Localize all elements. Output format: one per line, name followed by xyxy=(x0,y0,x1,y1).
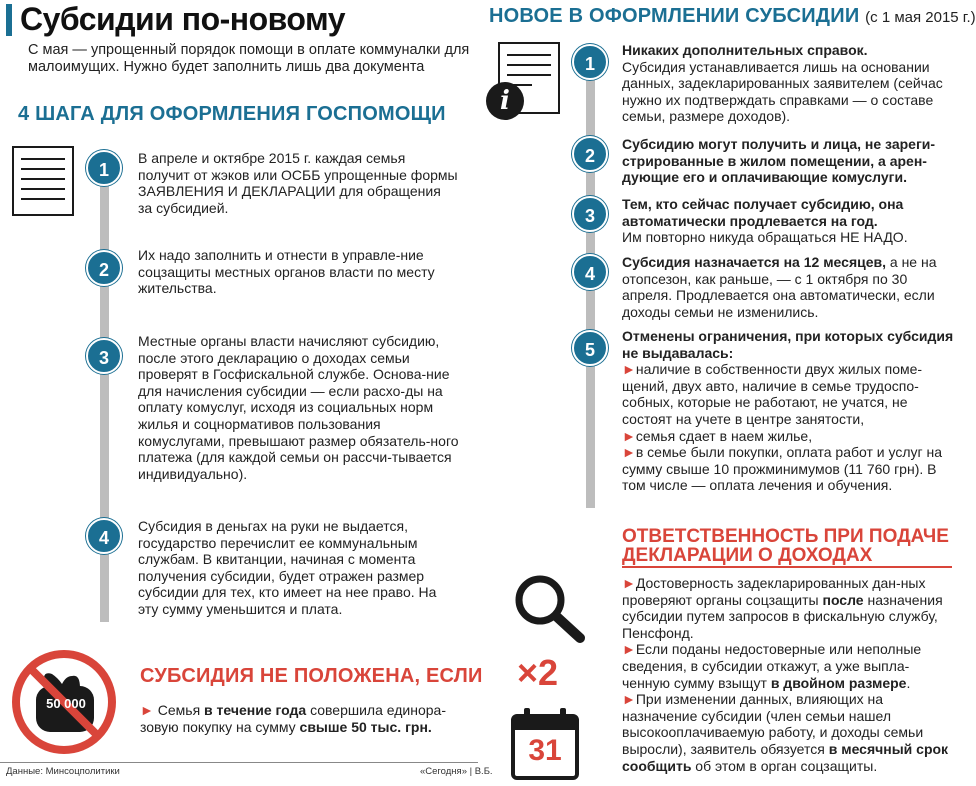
document-icon xyxy=(12,146,74,216)
purse-label: 50 000 xyxy=(46,696,86,711)
bullet-arrow: ► xyxy=(622,361,636,378)
step-3-text: Местные органы власти начисляют субсидию, после этого декларацию о доходах семьи проверят в Госфискальной службе. Основа-ние для начисления субсидии — если расхо-ды на оплату комуслуг, исходя из социальных норм жилья и соцнормативов пользования комуслугами, превышают размер обязатель-ного платежа (для каждой семьи он рассчи-тывается индивидуально). xyxy=(138,333,459,482)
step-4-text: Субсидия в деньгах на руки не выдается, государство перечислит ее коммунальным службам. В квитанции, начиная с момента получения субсидии, будет отражен размер субсидии для тех, кто имеет на нее право. На эту сумму уменьшится и плата. xyxy=(138,518,437,617)
responsibility-heading: ОТВЕТСТВЕННОСТЬ ПРИ ПОДАЧЕ ДЕКЛАРАЦИИ О ДОХОДАХ xyxy=(622,526,949,566)
page-subtitle: С мая — упрощенный порядок помощи в оплате коммуналки для малоимущих. Нужно будет заполнить лишь два документа xyxy=(28,42,470,75)
bullet-arrow: ► xyxy=(140,702,154,718)
news-2-badge: 2 xyxy=(572,136,608,172)
page-title: Субсидии по-новому xyxy=(20,1,346,37)
news-4-badge: 4 xyxy=(572,254,608,290)
bullet-arrow: ► xyxy=(622,641,636,658)
news-2-text: Субсидию могут получить и лица, не зареги-стрированные в жилом помещении, а арен-дующие его и оплачивающие комуслуги. xyxy=(622,136,936,186)
not-entitled-text: ► Семья в течение года совершила единора-зовую покупку на сумму свыше 50 тыс. грн. xyxy=(140,702,446,735)
news-3-badge: 3 xyxy=(572,196,608,232)
news-1-text: Никаких дополнительных справок. Субсидия устанавливается лишь на основании данных, задекларированных заявителем (сейчас нужно их подтверждать справками — о составе семьи, размере доходов). xyxy=(622,42,943,125)
calendar-day: 31 xyxy=(528,734,562,767)
news-5-badge: 5 xyxy=(572,330,608,366)
step-2-badge: 2 xyxy=(86,250,122,286)
info-icon: i xyxy=(486,82,524,120)
not-entitled-heading: СУБСИДИЯ НЕ ПОЛОЖЕНА, ЕСЛИ xyxy=(140,665,483,687)
double-penalty-mark: ×2 xyxy=(517,652,559,693)
news-4-text: Субсидия назначается на 12 месяцев, а не на отопсезон, как раньше, — с 1 октября по 30 апреля. Продлевается она автоматически, если доходы семьи не изменились. xyxy=(622,254,937,320)
footer-source: Данные: Минсоцполитики xyxy=(6,766,120,777)
magnifier-icon xyxy=(510,572,590,644)
footer-divider xyxy=(0,762,478,763)
step-3-badge: 3 xyxy=(86,338,122,374)
step-1-badge: 1 xyxy=(86,150,122,186)
news-heading: НОВОЕ В ОФОРМЛЕНИИ СУБСИДИИ (с 1 мая 2015 г.) xyxy=(489,5,976,27)
bullet-arrow: ► xyxy=(622,575,636,591)
news-3-text: Тем, кто сейчас получает субсидию, она автоматически продлевается на год. Им повторно никуда обращаться НЕ НАДО. xyxy=(622,196,908,246)
step-2-text: Их надо заполнить и отнести в управле-ние соцзащиты местных органов власти по месту жительства. xyxy=(138,247,435,297)
bullet-arrow: ► xyxy=(622,427,636,444)
responsibility-text: ►Достоверность задекларированных дан-ных проверяют органы соцзащиты после назначения субсидии путем запросов в фискальную службу, Пенсфонд. ►Если поданы недостоверные или неполные сведения, в субсидии откажут, а уже выпла-ченную сумму взыщут в двойном размере. ►При изменении данных, влияющих на назначение субсидии (член семьи нашел высокооплачиваемую работу, и доходы семьи выросли), заявитель обязуется в месячный срок сообщить об этом в орган соцзащиты. xyxy=(622,575,949,774)
step-4-badge: 4 xyxy=(86,518,122,554)
step-1-text: В апреле и октябре 2015 г. каждая семья получит от жэков или ОСББ упрощенные формы ЗАЯВЛЕНИЯ И ДЕКЛАРАЦИИ для обращения за субсидией. xyxy=(138,150,458,216)
title-accent-bar xyxy=(6,4,12,36)
footer-credit: «Сегодня» | В.Б. xyxy=(420,766,493,777)
steps-heading: 4 ШАГА ДЛЯ ОФОРМЛЕНИЯ ГОСПОМОЩИ xyxy=(18,103,446,125)
bullet-arrow: ► xyxy=(622,444,636,461)
responsibility-rule xyxy=(622,566,952,568)
news-5-text: Отменены ограничения, при которых субсидия не выдавалась: ►наличие в собственности двух жилых поме-щений, двух авто, наличие в семье трудоспо-собных, которые не работают, не учатся, не состоят на учете в центре занятости, ►семья сдает в наем жилье, ►в семье были покупки, оплата работ и услуг на сумму свыше 10 прожминимумов (11 760 грн). В том числе — оплата лечения и обучения. xyxy=(622,328,954,494)
bullet-arrow: ► xyxy=(622,691,636,708)
news-1-badge: 1 xyxy=(572,44,608,80)
